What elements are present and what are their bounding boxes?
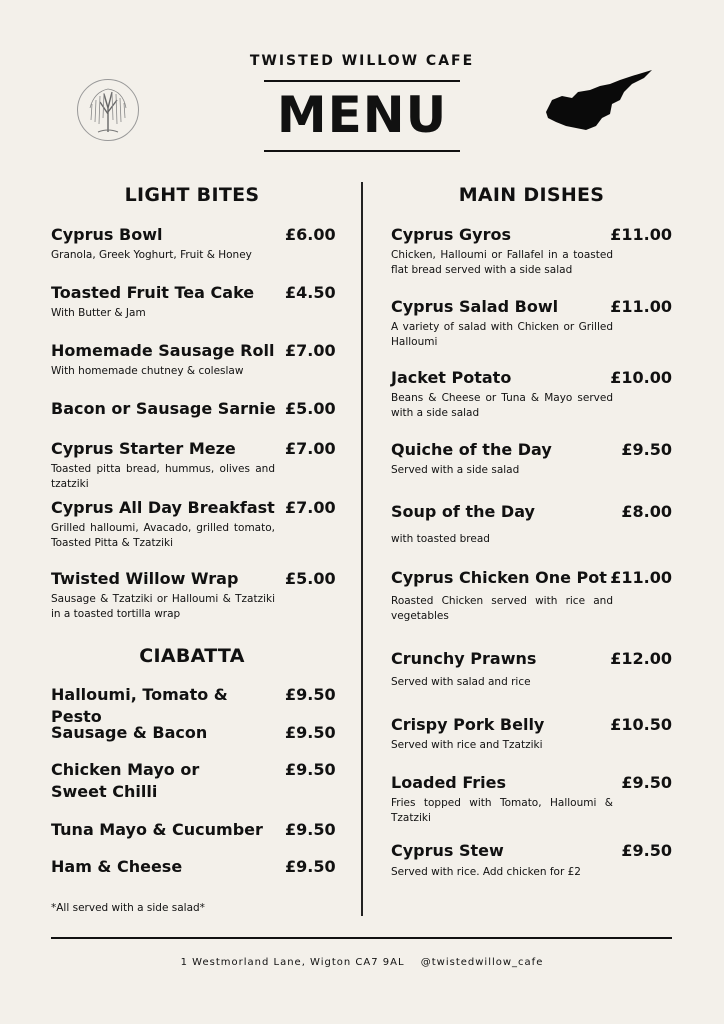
- title-bottom-rule: [264, 150, 460, 152]
- item-price: £11.00: [610, 225, 672, 244]
- menu-item: [51, 438, 336, 492]
- item-price: £9.50: [285, 857, 336, 876]
- item-name: Cyprus Stew: [391, 841, 504, 860]
- menu-item: [51, 568, 336, 622]
- item-description: Sausage & Tzatziki or Halloumi & Tzatziki in a toasted tortilla wrap: [51, 593, 275, 620]
- item-name: Chicken Mayo or Sweet Chilli: [51, 760, 200, 801]
- footer: [0, 957, 724, 968]
- footer-address: 1 Westmorland Lane, Wigton CA7 9AL: [180, 957, 405, 968]
- item-price: £9.50: [621, 440, 672, 459]
- column-divider: [361, 182, 363, 916]
- title-top-rule: [264, 80, 460, 82]
- menu-item: [391, 296, 672, 350]
- item-description: Fries topped with Tomato, Halloumi & Tzatziki: [391, 797, 613, 824]
- item-name: Crispy Pork Belly: [391, 715, 545, 734]
- item-name: Crunchy Prawns: [391, 649, 537, 668]
- ciabatta-note: *All served with a side salad*: [51, 902, 205, 914]
- item-name: Cyprus All Day Breakfast: [51, 498, 275, 517]
- item-price: £9.50: [285, 760, 336, 779]
- menu-item: [391, 840, 672, 880]
- item-name: Tuna Mayo & Cucumber: [51, 820, 263, 839]
- menu-item: [51, 759, 336, 803]
- menu-item: [51, 722, 336, 744]
- menu-item: [391, 367, 672, 421]
- item-name: Cyprus Gyros: [391, 225, 511, 244]
- item-name: Cyprus Starter Meze: [51, 439, 236, 458]
- item-price: £9.50: [285, 685, 336, 704]
- item-name: Cyprus Salad Bowl: [391, 297, 559, 316]
- item-price: £12.00: [610, 649, 672, 668]
- item-price: £10.00: [610, 368, 672, 387]
- item-description: Served with rice. Add chicken for £2: [391, 866, 581, 878]
- item-description: Chicken, Halloumi or Fallafel in a toasted flat bread served with a side salad: [391, 249, 613, 276]
- footer-rule: [51, 937, 672, 939]
- item-description: With Butter & Jam: [51, 307, 146, 319]
- item-price: £9.50: [285, 820, 336, 839]
- item-description: Toasted pitta bread, hummus, olives and tzatziki: [51, 463, 275, 490]
- item-name: Jacket Potato: [391, 368, 512, 387]
- item-price: £7.00: [285, 439, 336, 458]
- item-name: Cyprus Chicken One Pot: [391, 568, 607, 587]
- item-description: Roasted Chicken served with rice and vegetables: [391, 595, 613, 622]
- item-price: £9.50: [285, 723, 336, 742]
- item-name: Twisted Willow Wrap: [51, 569, 239, 588]
- main-dishes-heading: MAIN DISHES: [458, 184, 605, 206]
- item-name: Bacon or Sausage Sarnie: [51, 399, 276, 418]
- item-price: £5.00: [285, 399, 336, 418]
- item-price: £9.50: [621, 841, 672, 860]
- item-price: £10.50: [610, 715, 672, 734]
- item-name: Quiche of the Day: [391, 440, 552, 459]
- cyprus-map-icon: [544, 70, 654, 132]
- menu-title: MENU: [276, 86, 448, 144]
- menu-item: [51, 282, 336, 321]
- item-description: Granola, Greek Yoghurt, Fruit & Honey: [51, 249, 252, 261]
- footer-social-handle: @twistedwillow_cafe: [420, 957, 544, 968]
- item-price: £9.50: [621, 773, 672, 792]
- item-name: Cyprus Bowl: [51, 225, 163, 244]
- willow-tree-icon: [76, 78, 140, 142]
- menu-item: [391, 772, 672, 826]
- menu-item: [391, 567, 672, 624]
- item-description: Beans & Cheese or Tuna & Mayo served with a side salad: [391, 392, 613, 419]
- menu-item: [51, 819, 336, 841]
- menu-item: [391, 501, 672, 547]
- menu-item: [51, 856, 336, 878]
- item-price: £11.00: [610, 297, 672, 316]
- menu-item: [391, 648, 672, 690]
- item-description: Served with a side salad: [391, 464, 520, 476]
- item-description: A variety of salad with Chicken or Grilled Halloumi: [391, 321, 613, 348]
- item-name: Loaded Fries: [391, 773, 506, 792]
- item-name: Homemade Sausage Roll: [51, 341, 275, 360]
- item-name: Ham & Cheese: [51, 857, 183, 876]
- item-price: £7.00: [285, 341, 336, 360]
- item-price: £5.00: [285, 569, 336, 588]
- light-bites-heading: LIGHT BITES: [124, 184, 260, 206]
- menu-item: [51, 340, 336, 379]
- item-name: Toasted Fruit Tea Cake: [51, 283, 255, 302]
- menu-item: [51, 398, 336, 420]
- item-description: Served with rice and Tzatziki: [391, 739, 543, 751]
- menu-item: [391, 224, 672, 278]
- item-description: With homemade chutney & coleslaw: [51, 365, 244, 377]
- item-name: Soup of the Day: [391, 502, 535, 521]
- menu-item: [391, 439, 672, 478]
- item-price: £4.50: [285, 283, 336, 302]
- item-description: Served with salad and rice: [391, 676, 531, 688]
- menu-item: [51, 497, 336, 551]
- item-price: £6.00: [285, 225, 336, 244]
- ciabatta-heading: CIABATTA: [139, 645, 245, 667]
- item-description: Grilled halloumi, Avacado, grilled tomato, Toasted Pitta & Tzatziki: [51, 522, 275, 549]
- item-price: £8.00: [621, 502, 672, 521]
- cafe-name: TWISTED WILLOW CAFE: [249, 53, 475, 69]
- item-description: with toasted bread: [391, 533, 490, 545]
- item-name: Sausage & Bacon: [51, 723, 208, 742]
- item-price: £7.00: [285, 498, 336, 517]
- item-price: £11.00: [610, 568, 672, 587]
- menu-item: [51, 224, 336, 263]
- menu-item: [391, 714, 672, 753]
- item-name: Halloumi, Tomato & Pesto: [51, 685, 228, 726]
